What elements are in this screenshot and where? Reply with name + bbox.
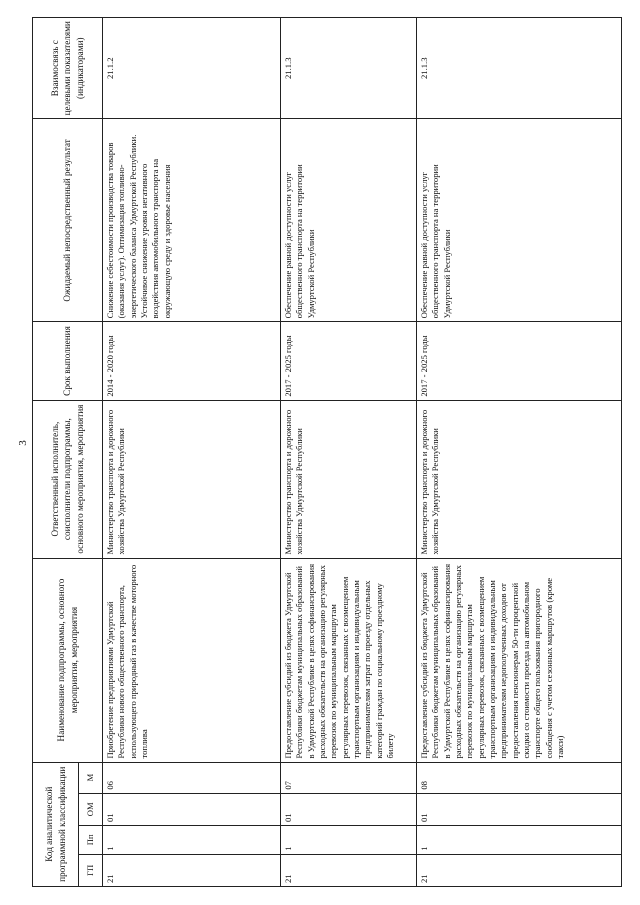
- cell-om: 01: [281, 793, 417, 825]
- cell-m: 08: [417, 762, 622, 793]
- cell-gp: 21: [417, 854, 622, 886]
- cell-executor: Министерство транспорта и дорожного хозяйства Удмуртской Республики: [281, 400, 417, 558]
- header-row: [33, 18, 79, 887]
- cell-term: 2017 - 2025 годы: [281, 322, 417, 400]
- cell-name: Приобретение предприятиями Удмуртской Республики нового общественного транспорта, использующего природный газ в качестве моторного топлива: [103, 558, 281, 762]
- page-number: 3: [17, 440, 29, 446]
- header-executor: Ответственный исполнитель, соисполнители подпрограммы, основного мероприятия, мероприятия: [33, 400, 103, 558]
- cell-pp: 1: [281, 825, 417, 854]
- table-row: [417, 18, 622, 887]
- cell-name: Предоставление субсидий из бюджета Удмуртской Республики бюджетам муниципальных образований в Удмуртской Республике в целях софинансирования расходных обязательств на организацию регулярных перевозок по муниципальным маршрутам регулярных перевозок, связанных с возмещением транспортным организациям и индивидуальным предпринимателям затрат по проезду отдельных категорий граждан по социальному проездному билету: [281, 558, 417, 762]
- cell-result: Обеспечение равной доступности услуг общественного транспорта на территории Удмуртской Республики: [417, 119, 622, 322]
- cell-om: 01: [417, 793, 622, 825]
- cell-gp: 21: [281, 854, 417, 886]
- cell-indicators: 21.1.3: [281, 18, 417, 119]
- program-table: [32, 17, 622, 887]
- cell-m: 06: [103, 762, 281, 793]
- header-indicators: Взаимосвязь с целевыми показателями (индикаторами): [33, 18, 103, 119]
- cell-term: 2014 - 2020 годы: [103, 322, 281, 400]
- header-m: М: [79, 762, 103, 793]
- cell-indicators: 21.1.3: [417, 18, 622, 119]
- cell-pp: 1: [417, 825, 622, 854]
- header-term: Срок выполнения: [33, 322, 103, 400]
- header-pp: Пп: [79, 825, 103, 854]
- cell-gp: 21: [103, 854, 281, 886]
- cell-result: Обеспечение равной доступности услуг общественного транспорта на территории Удмуртской Республики: [281, 119, 417, 322]
- cell-term: 2017 - 2025 годы: [417, 322, 622, 400]
- cell-pp: 1: [103, 825, 281, 854]
- cell-om: 01: [103, 793, 281, 825]
- table-row: [281, 18, 417, 887]
- cell-indicators: 21.1.2: [103, 18, 281, 119]
- cell-name: Предоставление субсидий из бюджета Удмуртской Республики бюджетам муниципальных образований в Удмуртской Республике в целях софинансирования расходных обязательств на организацию регулярных перевозок по муниципальным маршрутам регулярных перевозок, связанных с возмещением транспортным организациям и индивидуальным предпринимателям недополученных доходов от предоставления пенсионерам 50-ти процентной скидки со стоимости проезда на автомобильном транспорте общего пользования пригородного сообщения с учетом сезонных маршрутов (кроме такси): [417, 558, 622, 762]
- rotated-table-container: [32, 17, 622, 887]
- header-code-group: Код аналитической программной классификации: [33, 762, 79, 886]
- header-om: ОМ: [79, 793, 103, 825]
- header-gp: ГП: [79, 854, 103, 886]
- cell-executor: Министерство транспорта и дорожного хозяйства Удмуртской Республики: [417, 400, 622, 558]
- cell-result: Снижение себестоимости производства товаров (оказания услуг). Оптимизация топливно-энергетического баланса Удмуртской Республики. Устойчивое снижение уровня негативного воздействия автомобильного транспорта на окружающую среду и здоровье населения: [103, 119, 281, 322]
- header-result: Ожидаемый непосредственный результат: [33, 119, 103, 322]
- cell-executor: Министерство транспорта и дорожного хозяйства Удмуртской Республики: [103, 400, 281, 558]
- header-name: Наименование подпрограммы, основного мероприятия, мероприятия: [33, 558, 103, 762]
- table-row: [103, 18, 281, 887]
- cell-m: 07: [281, 762, 417, 793]
